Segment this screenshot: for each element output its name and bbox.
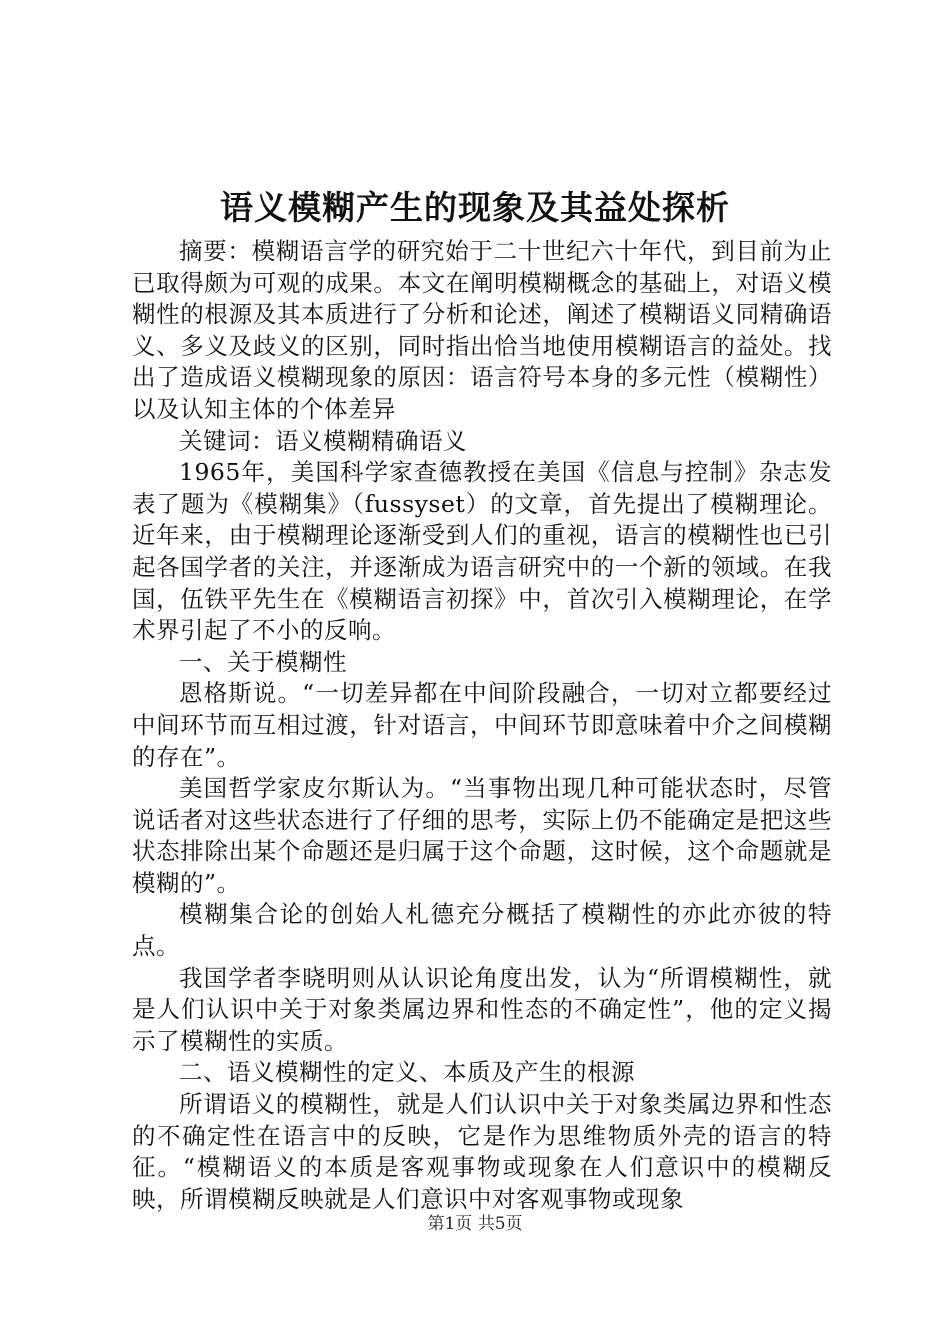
body-paragraph: 恩格斯说。“一切差异都在中间阶段融合，一切对立都要经过中间环节而互相过渡，针对语言，中间环节即意味着中介之间模糊的存在”。 <box>132 679 832 771</box>
body-paragraph: 模糊集合论的创始人札德充分概括了模糊性的亦此亦彼的特点。 <box>132 900 832 961</box>
section-heading: 二、语义模糊性的定义、本质及产生的根源 <box>179 1058 635 1087</box>
keywords-paragraph: 关键词：语义模糊精确语义 <box>179 426 467 455</box>
document-title: 语义模糊产生的现象及其益处探析 <box>220 188 730 227</box>
body-paragraph: 我国学者李晓明则从认识论角度出发，认为“所谓模糊性，就是人们认识中关于对象类属边界和性态的不确定性”，他的定义揭示了模糊性的实质。 <box>132 963 832 1055</box>
abstract-paragraph: 摘要：模糊语言学的研究始于二十世纪六十年代，到目前为止已取得颇为可观的成果。本文在阐明模糊概念的基础上，对语义模糊性的根源及其本质进行了分析和论述，阐述了模糊语义同精确语义、多义及歧义的区别，同时指出恰当地使用模糊语言的益处。找出了造成语义模糊现象的原因：语言符号本身的多元性（模糊性）以及认知主体的个体差异 <box>132 237 832 423</box>
document-body <box>132 236 832 1215</box>
body-paragraph: 所谓语义的模糊性，就是人们认识中关于对象类属边界和性态的不确定性在语言中的反映，它是作为思维物质外壳的语言的特征。“模糊语义的本质是客观事物或现象在人们意识中的模糊反映，所谓模糊反映就是人们意识中对客观事物或现象 <box>132 1090 832 1213</box>
body-paragraph: 1965年，美国科学家查德教授在美国《信息与控制》杂志发表了题为《模糊集》（fussyset）的文章，首先提出了模糊理论。近年来，由于模糊理论逐渐受到人们的重视，语言的模糊性也已引起各国学者的关注，并逐渐成为语言研究中的一个新的领域。在我国，伍铁平先生在《模糊语言初探》中，首次引入模糊理论，在学术界引起了不小的反响。 <box>132 458 832 645</box>
section-heading: 一、关于模糊性 <box>179 647 347 676</box>
page-footer: 第1页 共5页 <box>427 1214 523 1234</box>
body-paragraph: 美国哲学家皮尔斯认为。“当事物出现几种可能状态时，尽管说话者对这些状态进行了仔细的思考，实际上仍不能确定是把这些状态排除出某个命题还是归属于这个命题，这时候，这个命题就是模糊的”。 <box>132 774 832 897</box>
